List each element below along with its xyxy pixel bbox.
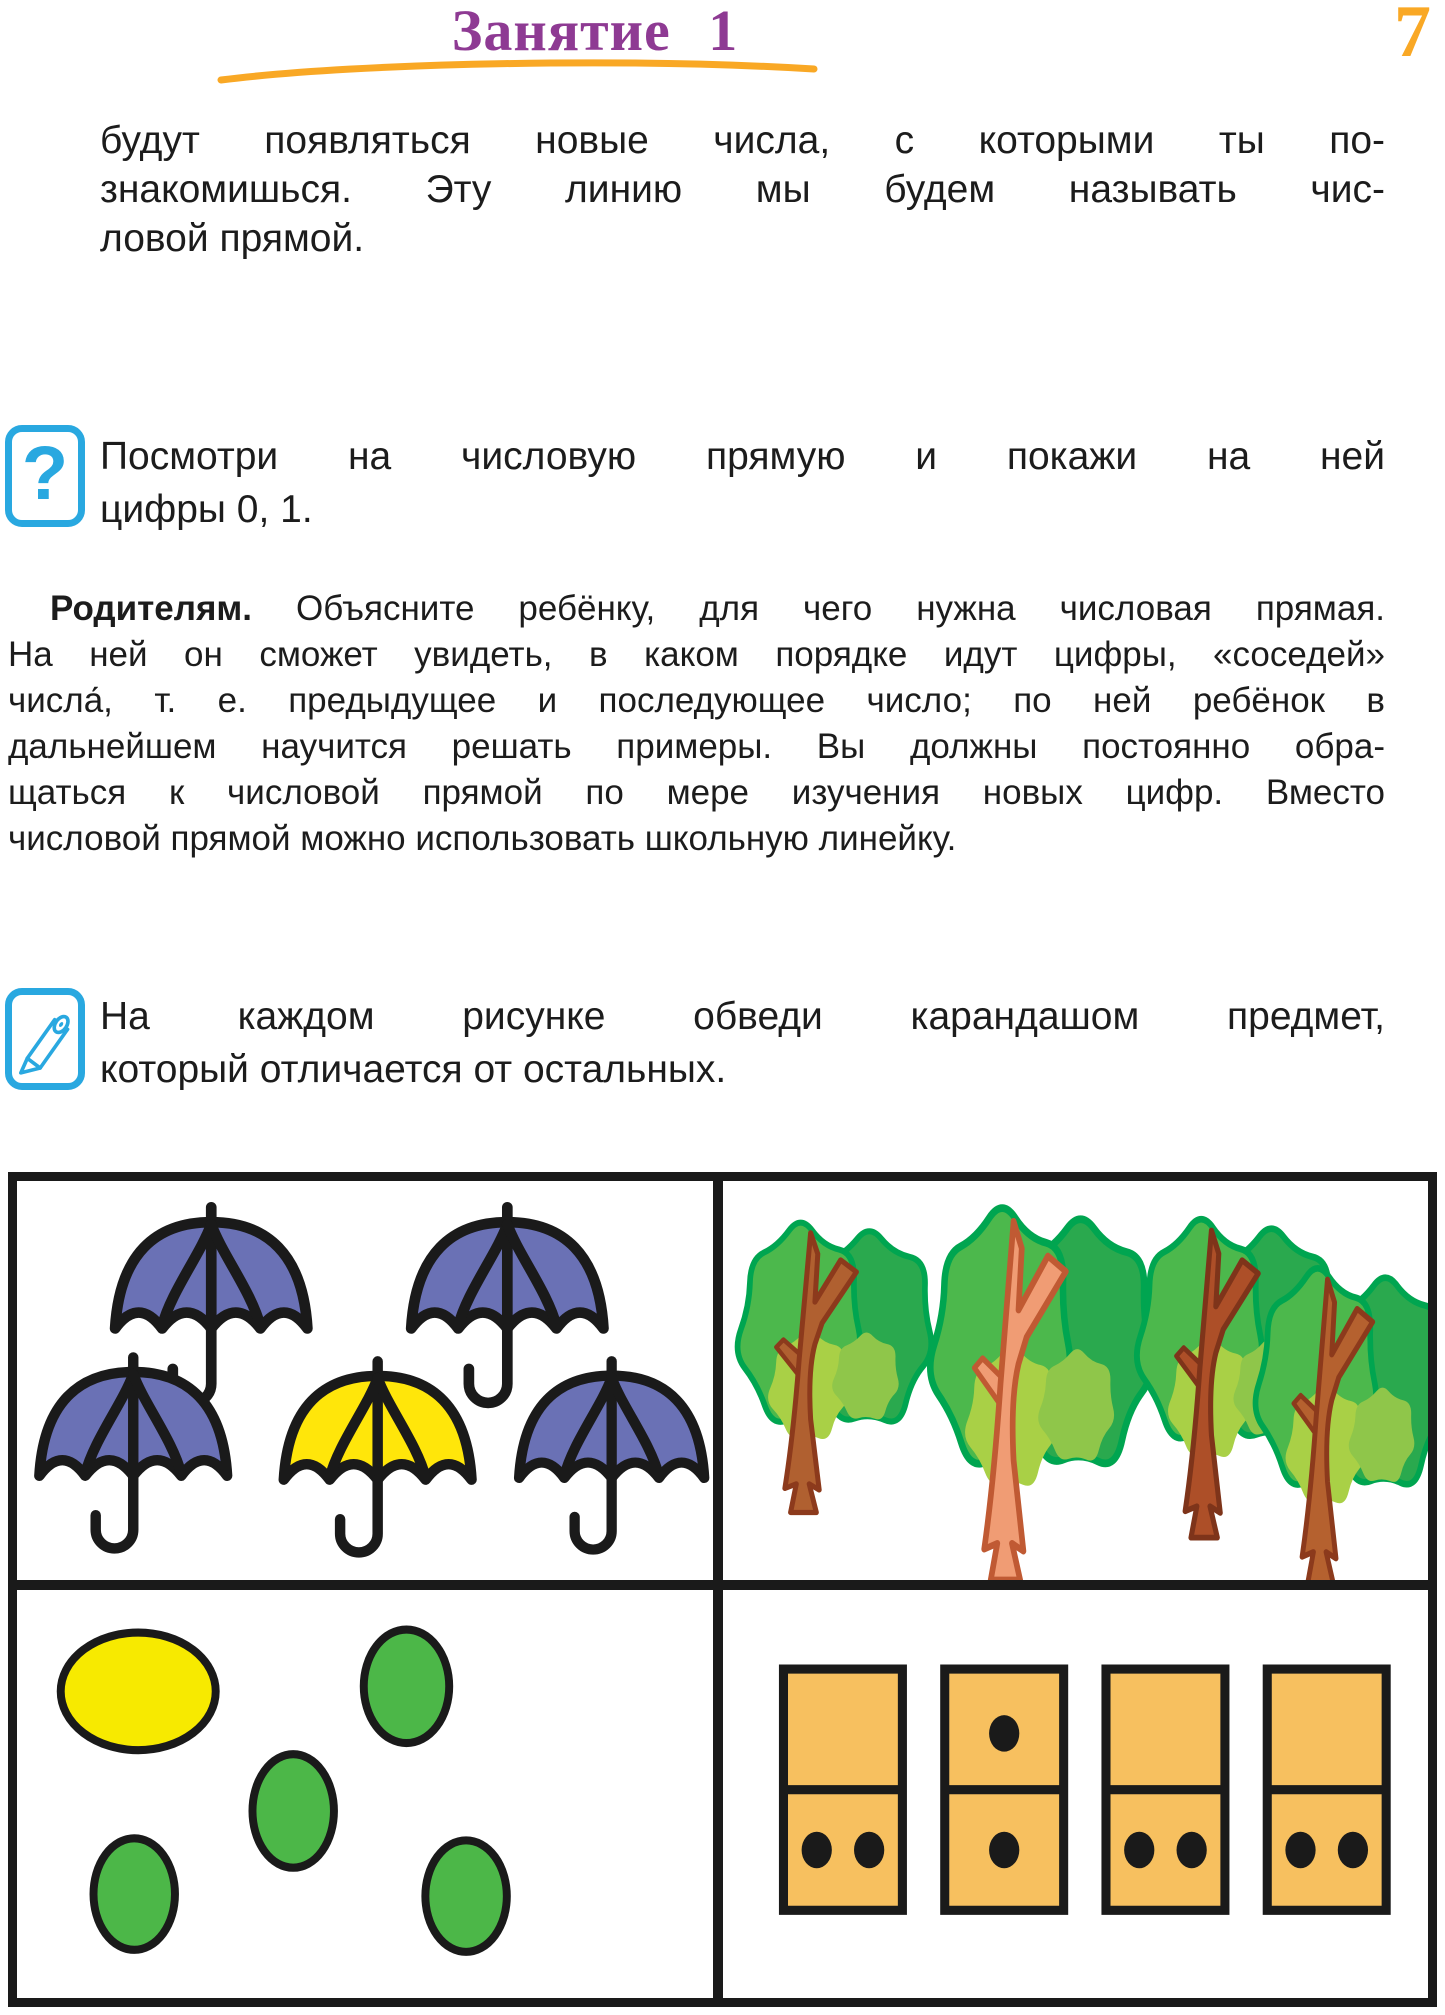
text-line: На ней он сможет увидеть, в каком порядке идут цифры, «соседей» [8,635,1385,674]
umbrella-purple-4[interactable] [519,1361,704,1549]
oval-green-2[interactable] [252,1754,333,1868]
quadrant-shapes [17,1590,723,1999]
text-line: числовой прямой можно использовать школьную линейку. [8,819,957,858]
question-paragraph [100,430,1385,536]
quadrant-dominoes [723,1590,1429,1999]
umbrella-purple-2[interactable] [411,1207,603,1403]
tree-1[interactable] [737,1223,931,1513]
text-line: который отличается от остальных. [100,1048,727,1091]
text-line: числа́, т. е. предыдущее и последующее число; по ней ребёнок в [8,681,1385,720]
domino-0-2-a[interactable] [783,1669,902,1910]
title-underline-swoosh [215,56,820,86]
domino-1-1[interactable] [944,1669,1063,1910]
question-icon [5,425,85,527]
oval-green-4[interactable] [425,1840,506,1952]
umbrella-purple-3[interactable] [39,1357,227,1548]
domino-pip [1176,1831,1206,1867]
text-line: будут появляться новые числа, с которыми ты по- [100,119,1385,162]
quadrant-umbrellas [17,1181,723,1590]
domino-pip [801,1831,831,1867]
domino-pip [1124,1831,1154,1867]
quadrant-trees [723,1181,1429,1590]
puzzle-grid [8,1172,1437,2007]
pencil-icon-drawing [16,1000,74,1078]
domino-0-2-b[interactable] [1105,1669,1224,1910]
text-line: щаться к числовой прямой по мере изучения новых цифр. Вместо [8,773,1385,812]
oval-green-3[interactable] [94,1838,175,1950]
domino-pip [989,1715,1019,1751]
intro-paragraph [100,116,1385,263]
domino-0-2-c[interactable] [1267,1669,1386,1910]
pencil-icon [5,988,85,1090]
text-line: знакомишься. Эту линию мы будем называть чис- [100,168,1385,211]
parents-note [8,586,1385,862]
text-line: дальнейшем научится решать примеры. Вы должны постоянно обра- [8,727,1385,766]
domino-pip [989,1831,1019,1867]
tree-2-tall[interactable] [930,1208,1151,1579]
domino-pip [1285,1831,1315,1867]
text-line: цифры 0, 1. [100,488,313,531]
domino-pip [1337,1831,1367,1867]
tree-4[interactable] [1255,1268,1428,1579]
text-line: На каждом рисунке обведи карандашом предмет, [100,995,1385,1038]
umbrella-yellow[interactable] [284,1361,472,1552]
oval-green-1[interactable] [364,1629,449,1743]
task-paragraph [100,990,1385,1096]
oval-yellow[interactable] [61,1632,216,1750]
text-line: Родителям. Объясните ребёнку, для чего нужна числовая прямая. [50,589,1385,628]
domino-pip [854,1831,884,1867]
parents-lead: Родителям. [50,589,297,628]
text-line: ловой прямой. [100,217,365,260]
text-line: Посмотри на числовую прямую и покажи на ней [100,435,1385,478]
page-number: 7 [1394,0,1431,73]
page-title: Занятие 1 [451,0,739,63]
question-mark-glyph: ? [21,431,69,516]
